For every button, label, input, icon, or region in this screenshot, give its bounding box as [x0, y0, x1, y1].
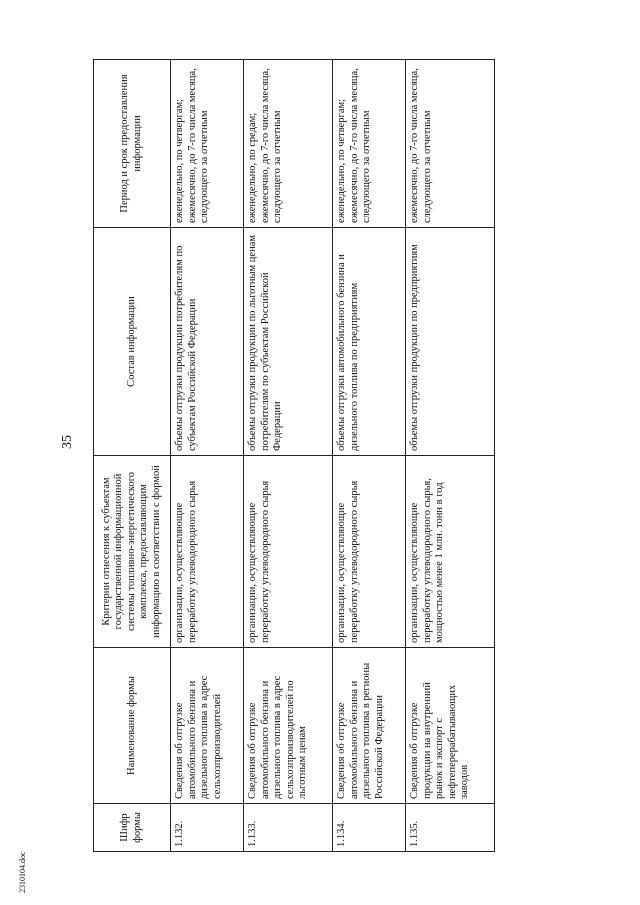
header-criteria: Критерии отнесения к субъектам государственной информационной системы топливно-энергетического комплекса, предоставляющим информацию в соответствии с формой: [94, 456, 171, 648]
row-period: еженедельно, по четвергам; ежемесячно, до 7-го числа месяца, следующего за отчетным: [171, 60, 244, 228]
header-period: Период и срок предоставления информации: [94, 60, 171, 228]
row-code: 1.132.: [171, 804, 244, 852]
row-form-name: Сведения об отгрузке продукции на внутренний рынок и экспорт с нефтеперерабатывающих заводов: [405, 648, 494, 804]
row-criteria: организации, осуществляющие переработку углеводородного сырья, мощностью менее 1 млн. тонн в год: [405, 456, 494, 648]
row-code: 1.133.: [243, 804, 332, 852]
row-period: еженедельно, по четвергам; ежемесячно, до 7-го числа месяца, следующего за отчетным: [332, 60, 405, 228]
row-form-name: Сведения об отгрузке автомобильного бензина и дизельного топлива в регионы Российской Федерации: [332, 648, 405, 804]
row-period: еженедельно, по средам; ежемесячно, до 7-го числа месяца, следующего за отчетным: [243, 60, 332, 228]
row-content: объемы отгрузки продукции потребителям по субъектам Российской Федерации: [171, 228, 244, 456]
table-row: [332, 60, 405, 852]
row-content: объемы отгрузки продукции по льготным ценам потребителям по субъектам Российской Федерации: [243, 228, 332, 456]
table-header-row: [94, 60, 171, 852]
header-code: Шифр формы: [94, 804, 171, 852]
row-content: объемы отгрузки продукции по предприятиям: [405, 228, 494, 456]
row-criteria: организации, осуществляющие переработку углеводородного сырья: [332, 456, 405, 648]
forms-table: [93, 59, 495, 852]
row-content: объемы отгрузки автомобильного бензина и дизельного топлива по предприятиям: [332, 228, 405, 456]
row-criteria: организации, осуществляющие переработку углеводородного сырья: [243, 456, 332, 648]
rotated-table-container: [93, 60, 495, 852]
table-row: [405, 60, 494, 852]
table-row: [171, 60, 244, 852]
row-criteria: организации, осуществляющие переработку углеводородного сырья: [171, 456, 244, 648]
row-form-name: Сведения об отгрузке автомобильного бензина и дизельного топлива в адрес сельхозпроизводителей: [171, 648, 244, 804]
header-content: Состав информации: [94, 228, 171, 456]
row-period: ежемесячно, до 7-го числа месяца, следующего за отчетным: [405, 60, 494, 228]
table-row: [243, 60, 332, 852]
row-form-name: Сведения об отгрузке автомобильного бензина и дизельного топлива в адрес сельхозпроизводителей по льготным ценам: [243, 648, 332, 804]
page-number: 35: [60, 435, 75, 449]
header-form-name: Наименование формы: [94, 648, 171, 804]
row-code: 1.135.: [405, 804, 494, 852]
file-name: 2310104.doc: [18, 851, 27, 893]
row-code: 1.134.: [332, 804, 405, 852]
